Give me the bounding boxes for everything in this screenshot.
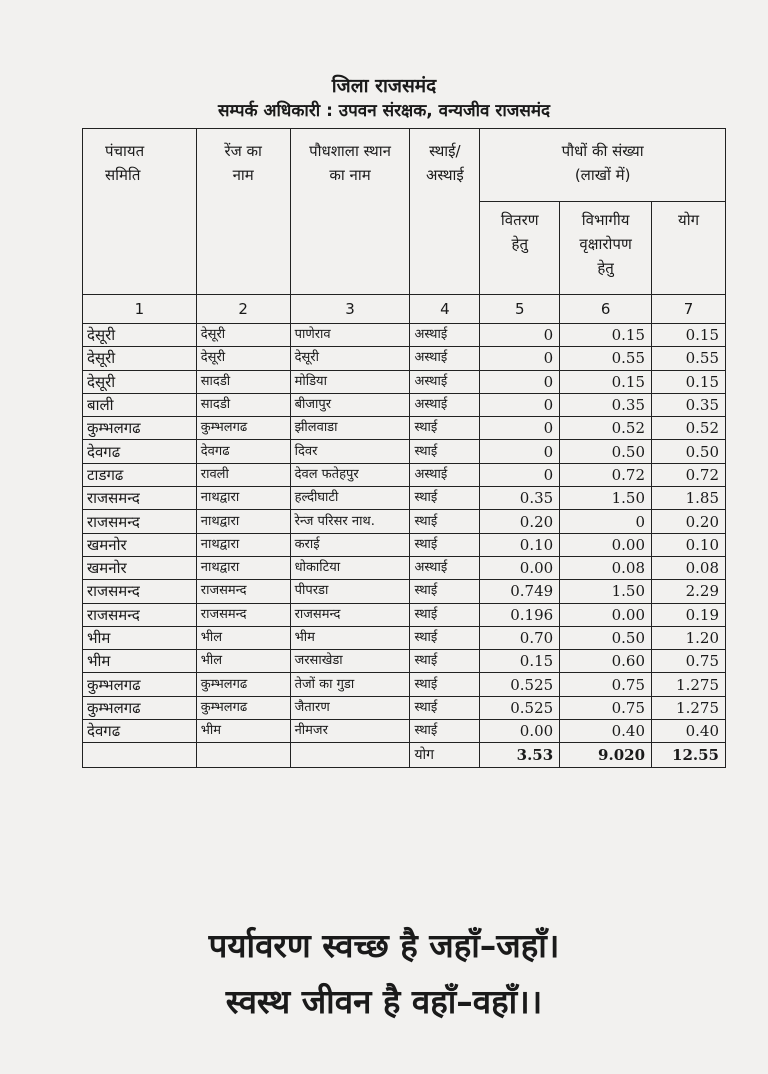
- column-number: 5: [480, 295, 560, 324]
- cell-type: अस्थाई: [410, 370, 480, 393]
- cell-panchayat: भीम: [83, 650, 197, 673]
- cell-panchayat: राजसमन्द: [83, 603, 197, 626]
- cell-departmental: 0.60: [560, 650, 652, 673]
- cell-distribution: 0: [480, 417, 560, 440]
- total-distribution: 3.53: [480, 743, 560, 768]
- cell-nursery: देसूरी: [290, 347, 410, 370]
- cell-distribution: 0: [480, 324, 560, 347]
- cell-nursery: रेन्ज परिसर नाथ.: [290, 510, 410, 533]
- cell-range: नाथद्वारा: [196, 533, 290, 556]
- table-row: [83, 487, 726, 510]
- header-range: रेंज का नाम: [196, 129, 290, 295]
- cell-panchayat: खमनोर: [83, 556, 197, 579]
- cell-total: 0.75: [652, 650, 726, 673]
- cell-total: 0.19: [652, 603, 726, 626]
- cell-type: स्थाई: [410, 650, 480, 673]
- cell-distribution: 0.70: [480, 626, 560, 649]
- cell-departmental: 1.50: [560, 487, 652, 510]
- cell-range: कुम्भलगढ: [196, 417, 290, 440]
- cell-distribution: 0: [480, 393, 560, 416]
- cell-type: अस्थाई: [410, 347, 480, 370]
- cell-total: 2.29: [652, 580, 726, 603]
- cell-type: अस्थाई: [410, 324, 480, 347]
- cell-range: सादडी: [196, 393, 290, 416]
- cell-panchayat: भीम: [83, 626, 197, 649]
- cell-total: 0.55: [652, 347, 726, 370]
- cell-nursery: बीजापुर: [290, 393, 410, 416]
- table-row: [83, 720, 726, 743]
- cell-range: नाथद्वारा: [196, 510, 290, 533]
- cell-departmental: 0.00: [560, 533, 652, 556]
- cell-nursery: हल्दीघाटी: [290, 487, 410, 510]
- cell-range: देसूरी: [196, 347, 290, 370]
- cell-range: सादडी: [196, 370, 290, 393]
- cell-total: 0.10: [652, 533, 726, 556]
- column-number-row: [83, 295, 726, 324]
- cell-distribution: 0.15: [480, 650, 560, 673]
- nursery-table: [82, 128, 726, 768]
- cell-total: 0.50: [652, 440, 726, 463]
- cell-distribution: 0: [480, 463, 560, 486]
- cell-nursery: नीमजर: [290, 720, 410, 743]
- cell-nursery: धोकाटिया: [290, 556, 410, 579]
- header-panchayat: पंचायत समिति: [83, 129, 197, 295]
- cell-range: कुम्भलगढ: [196, 696, 290, 719]
- cell-nursery: कराई: [290, 533, 410, 556]
- cell-panchayat: देसूरी: [83, 324, 197, 347]
- total-grand: 12.55: [652, 743, 726, 768]
- cell-type: अस्थाई: [410, 463, 480, 486]
- cell-panchayat: कुम्भलगढ: [83, 417, 197, 440]
- header-nursery: पौधशाला स्थान का नाम: [290, 129, 410, 295]
- cell-total: 1.275: [652, 673, 726, 696]
- cell-departmental: 0: [560, 510, 652, 533]
- cell-panchayat: देवगढ: [83, 720, 197, 743]
- cell-type: स्थाई: [410, 626, 480, 649]
- cell-total: 1.275: [652, 696, 726, 719]
- cell-distribution: 0: [480, 370, 560, 393]
- cell-range: नाथद्वारा: [196, 556, 290, 579]
- cell-total: 1.20: [652, 626, 726, 649]
- cell-range: रावली: [196, 463, 290, 486]
- cell-departmental: 0.08: [560, 556, 652, 579]
- cell-distribution: 0.35: [480, 487, 560, 510]
- table-row: [83, 533, 726, 556]
- cell-nursery: भीम: [290, 626, 410, 649]
- cell-distribution: 0.525: [480, 696, 560, 719]
- total-row: [83, 743, 726, 768]
- cell-distribution: 0.00: [480, 556, 560, 579]
- slogan-line-1: पर्यावरण स्वच्छ है जहाँ–जहाँ।: [208, 926, 560, 965]
- cell-departmental: 0.50: [560, 440, 652, 463]
- cell-departmental: 0.55: [560, 347, 652, 370]
- header-row-1: [83, 129, 726, 202]
- cell-departmental: 0.15: [560, 324, 652, 347]
- total-empty-cell: [290, 743, 410, 768]
- cell-total: 1.85: [652, 487, 726, 510]
- cell-type: अस्थाई: [410, 393, 480, 416]
- slogan-line-2: स्वस्थ जीवन है वहाँ–वहाँ।।: [225, 982, 543, 1021]
- table-row: [83, 650, 726, 673]
- cell-distribution: 0.525: [480, 673, 560, 696]
- cell-total: 0.20: [652, 510, 726, 533]
- cell-type: स्थाई: [410, 417, 480, 440]
- cell-total: 0.35: [652, 393, 726, 416]
- cell-nursery: तेजों का गुडा: [290, 673, 410, 696]
- column-number: 4: [410, 295, 480, 324]
- cell-panchayat: देसूरी: [83, 347, 197, 370]
- cell-nursery: देवल फतेहपुर: [290, 463, 410, 486]
- table-row: [83, 463, 726, 486]
- cell-distribution: 0.749: [480, 580, 560, 603]
- cell-panchayat: खमनोर: [83, 533, 197, 556]
- cell-type: स्थाई: [410, 440, 480, 463]
- cell-departmental: 0.75: [560, 696, 652, 719]
- table-row: [83, 324, 726, 347]
- cell-panchayat: राजसमन्द: [83, 580, 197, 603]
- table-row: [83, 347, 726, 370]
- page-title: जिला राजसमंद: [331, 75, 437, 97]
- cell-departmental: 0.50: [560, 626, 652, 649]
- cell-range: राजसमन्द: [196, 580, 290, 603]
- header-type: स्थाई/ अस्थाई: [410, 129, 480, 295]
- cell-panchayat: राजसमन्द: [83, 487, 197, 510]
- cell-range: कुम्भलगढ: [196, 673, 290, 696]
- cell-range: देसूरी: [196, 324, 290, 347]
- header-plants-group: पौधों की संख्या (लाखों में): [480, 129, 726, 202]
- cell-range: देवगढ: [196, 440, 290, 463]
- table-row: [83, 417, 726, 440]
- cell-range: नाथद्वारा: [196, 487, 290, 510]
- cell-distribution: 0.196: [480, 603, 560, 626]
- cell-nursery: पाणेराव: [290, 324, 410, 347]
- column-number: 1: [83, 295, 197, 324]
- cell-total: 0.08: [652, 556, 726, 579]
- cell-total: 0.40: [652, 720, 726, 743]
- table-row: [83, 510, 726, 533]
- cell-panchayat: कुम्भलगढ: [83, 696, 197, 719]
- cell-distribution: 0.00: [480, 720, 560, 743]
- cell-distribution: 0.20: [480, 510, 560, 533]
- header-departmental: विभागीय वृक्षारोपण हेतु: [560, 202, 652, 295]
- column-number: 7: [652, 295, 726, 324]
- cell-departmental: 1.50: [560, 580, 652, 603]
- table-row: [83, 556, 726, 579]
- page-subtitle: सम्पर्क अधिकारी : उपवन संरक्षक, वन्यजीव राजसमंद: [217, 101, 551, 121]
- cell-nursery: जैतारण: [290, 696, 410, 719]
- cell-type: स्थाई: [410, 533, 480, 556]
- table-row: [83, 580, 726, 603]
- cell-type: स्थाई: [410, 603, 480, 626]
- cell-distribution: 0: [480, 440, 560, 463]
- cell-panchayat: राजसमन्द: [83, 510, 197, 533]
- header-distribution: वितरण हेतु: [480, 202, 560, 295]
- cell-type: स्थाई: [410, 487, 480, 510]
- cell-type: स्थाई: [410, 580, 480, 603]
- table-row: [83, 393, 726, 416]
- cell-panchayat: देसूरी: [83, 370, 197, 393]
- cell-departmental: 0.52: [560, 417, 652, 440]
- cell-range: भील: [196, 650, 290, 673]
- cell-range: राजसमन्द: [196, 603, 290, 626]
- cell-total: 0.15: [652, 324, 726, 347]
- total-label: योग: [410, 743, 480, 768]
- cell-type: स्थाई: [410, 720, 480, 743]
- column-number: 3: [290, 295, 410, 324]
- table-row: [83, 603, 726, 626]
- cell-panchayat: देवगढ: [83, 440, 197, 463]
- cell-nursery: दिवर: [290, 440, 410, 463]
- total-empty-cell: [83, 743, 197, 768]
- table-row: [83, 370, 726, 393]
- cell-panchayat: टाडगढ: [83, 463, 197, 486]
- cell-departmental: 0.00: [560, 603, 652, 626]
- header-total: योग: [652, 202, 726, 295]
- cell-nursery: मोडिया: [290, 370, 410, 393]
- total-departmental: 9.020: [560, 743, 652, 768]
- cell-type: स्थाई: [410, 673, 480, 696]
- cell-nursery: जरसाखेडा: [290, 650, 410, 673]
- table-row: [83, 626, 726, 649]
- cell-nursery: झीलवाडा: [290, 417, 410, 440]
- table-row: [83, 696, 726, 719]
- column-number: 6: [560, 295, 652, 324]
- table-row: [83, 673, 726, 696]
- cell-nursery: राजसमन्द: [290, 603, 410, 626]
- cell-departmental: 0.40: [560, 720, 652, 743]
- cell-type: अस्थाई: [410, 556, 480, 579]
- table-row: [83, 440, 726, 463]
- cell-nursery: पीपरडा: [290, 580, 410, 603]
- cell-total: 0.72: [652, 463, 726, 486]
- table-body: [83, 324, 726, 743]
- cell-type: स्थाई: [410, 696, 480, 719]
- cell-total: 0.52: [652, 417, 726, 440]
- cell-departmental: 0.75: [560, 673, 652, 696]
- cell-type: स्थाई: [410, 510, 480, 533]
- cell-distribution: 0.10: [480, 533, 560, 556]
- cell-departmental: 0.35: [560, 393, 652, 416]
- total-empty-cell: [196, 743, 290, 768]
- cell-departmental: 0.15: [560, 370, 652, 393]
- cell-total: 0.15: [652, 370, 726, 393]
- cell-range: भीम: [196, 720, 290, 743]
- cell-range: भील: [196, 626, 290, 649]
- cell-departmental: 0.72: [560, 463, 652, 486]
- cell-panchayat: कुम्भलगढ: [83, 673, 197, 696]
- cell-distribution: 0: [480, 347, 560, 370]
- column-number: 2: [196, 295, 290, 324]
- cell-panchayat: बाली: [83, 393, 197, 416]
